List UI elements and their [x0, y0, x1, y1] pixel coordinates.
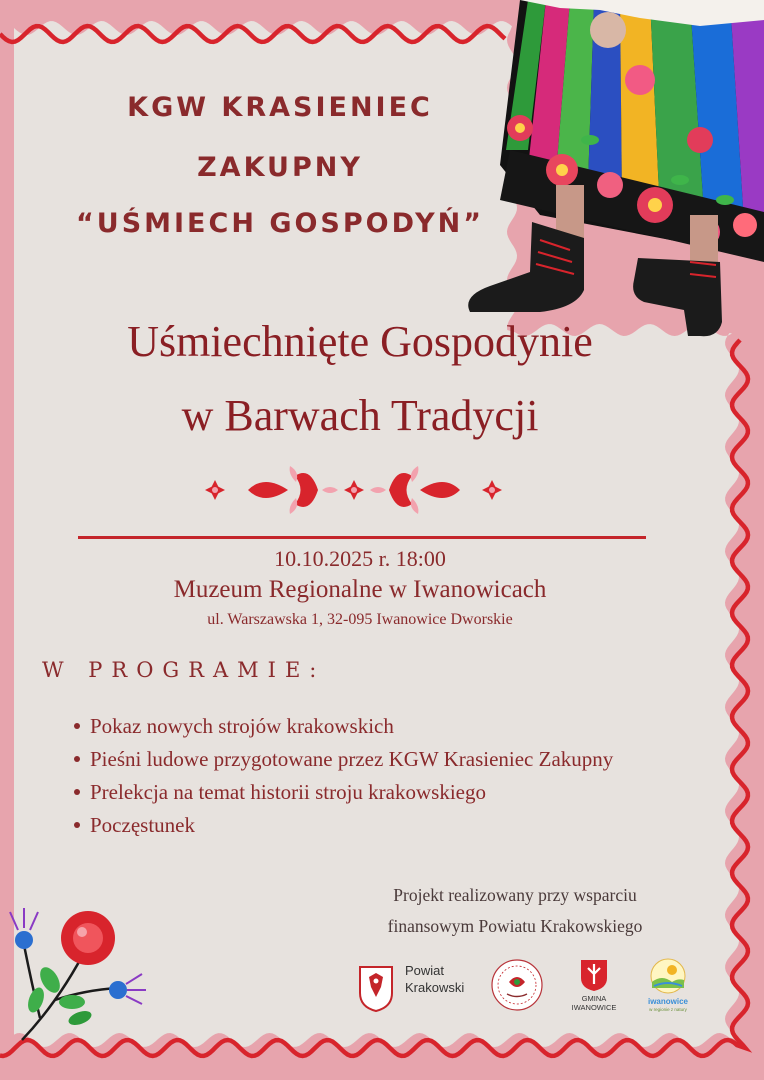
event-title-line-2: w Barwach Tradycji	[181, 391, 539, 440]
organizer-line-1: KGW KRASIENIEC	[127, 92, 433, 123]
event-address: ul. Warszawska 1, 32-095 Iwanowice Dworskie	[207, 611, 513, 628]
support-note-line-2: finansowym Powiatu Krakowskiego	[387, 916, 643, 936]
organizer-line-3: “UŚMIECH GOSPODYŃ”	[76, 208, 484, 239]
event-title-line-1: Uśmiechnięte Gospodynie	[127, 317, 593, 366]
program-item: Poczęstunek	[74, 809, 613, 842]
program-item: Pieśni ludowe przygotowane przez KGW Krasieniec Zakupny	[74, 743, 613, 776]
program-item: Pokaz nowych strojów krakowskich	[74, 710, 613, 743]
program-item: Prelekcja na temat historii stroju krakowskiego	[74, 776, 613, 809]
program-heading: W PROGRAMIE:	[42, 658, 326, 682]
iwanowice-region-logo: iwanowice w regionie z natury	[640, 958, 696, 1014]
support-note-line-1: Projekt realizowany przy wsparciu	[393, 885, 637, 905]
powiat-krakowski-logo: Powiat Krakowski	[357, 963, 471, 1013]
gmina-iwanowice-logo: GMINA IWANOWICE	[568, 958, 620, 1012]
event-venue: Muzeum Regionalne w Iwanowicach	[173, 576, 547, 603]
organizer-line-2: ZAKUPNY	[197, 152, 363, 183]
event-datetime: 10.10.2025 r. 18:00	[274, 546, 446, 571]
